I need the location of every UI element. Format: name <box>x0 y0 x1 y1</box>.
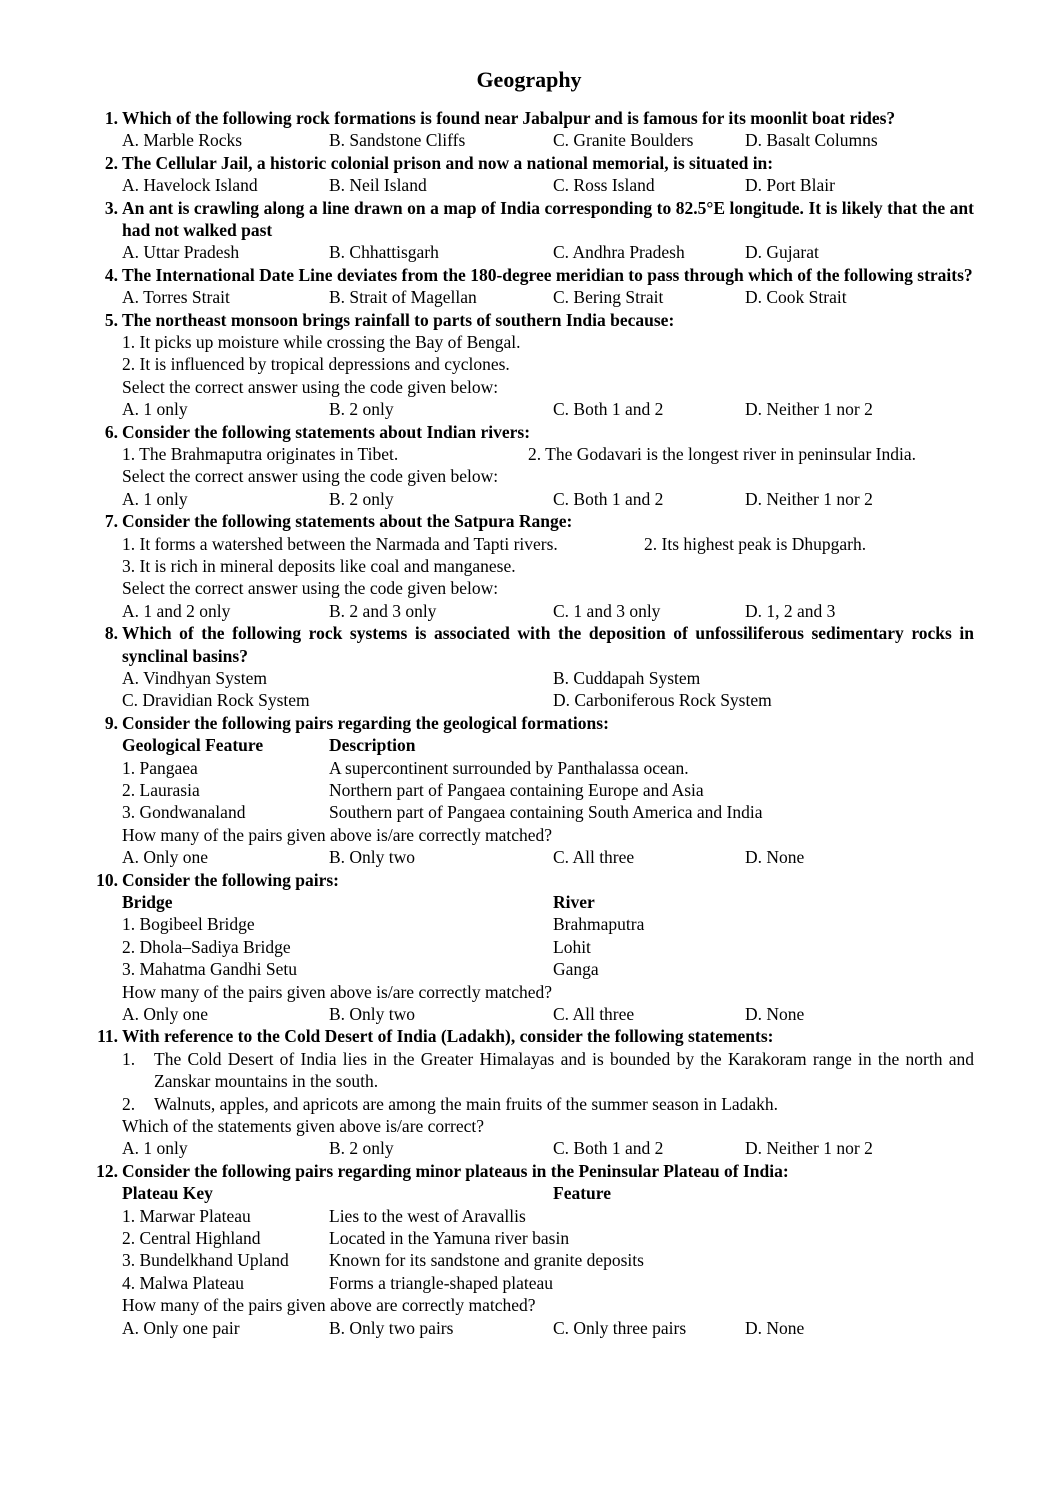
options-row <box>122 600 974 622</box>
statement-1: 1. The Brahmaputra originates in Tibet. <box>122 444 399 465</box>
column-header: Feature <box>553 1183 611 1204</box>
pairs-header <box>122 891 974 913</box>
instruction-line: Select the correct answer using the code given below: <box>122 578 499 599</box>
instruction-line: Select the correct answer using the code given below: <box>122 376 499 397</box>
option-d: D. Neither 1 nor 2 <box>745 399 873 420</box>
question-stem: Which of the following rock systems is associated with the deposition of unfossiliferous sedimentary rocks in synclinal basins? <box>122 623 974 666</box>
question-number: 8. <box>104 623 118 644</box>
question-12 <box>84 1160 974 1339</box>
pair-item: 2. Central Highland <box>122 1227 261 1248</box>
option-b: B. 2 only <box>329 1138 394 1159</box>
question-8 <box>84 622 974 712</box>
option-c: C. Both 1 and 2 <box>553 1138 664 1159</box>
pair-match: Brahmaputra <box>553 914 645 935</box>
question-4 <box>84 264 974 309</box>
option-a: A. Uttar Pradesh <box>122 242 240 263</box>
options-row <box>122 846 974 868</box>
pair-item: 2. Laurasia <box>122 779 200 800</box>
option-d: D. Neither 1 nor 2 <box>745 1138 873 1159</box>
pair-match: Forms a triangle-shaped plateau <box>329 1272 554 1293</box>
question-prompt: How many of the pairs given above is/are correctly matched? <box>122 824 553 845</box>
pair-item: 1. Marwar Plateau <box>122 1205 251 1226</box>
pair-match: Ganga <box>553 959 599 980</box>
options-row <box>122 241 974 263</box>
question-6 <box>84 421 974 511</box>
options-row <box>122 689 974 711</box>
pair-match: Southern part of Pangaea containing South America and India <box>329 802 763 823</box>
question-stem: The northeast monsoon brings rainfall to parts of southern India because: <box>122 309 675 330</box>
options-row <box>122 174 974 196</box>
page-title: Geography <box>476 67 582 92</box>
option-c: C. All three <box>553 847 635 868</box>
statement-2 <box>122 1093 974 1115</box>
pair-match: Lohit <box>553 936 591 957</box>
option-c: C. Only three pairs <box>553 1317 687 1338</box>
option-b: B. Sandstone Cliffs <box>329 130 466 151</box>
question-number: 11. <box>97 1026 118 1047</box>
question-number: 12. <box>96 1160 118 1181</box>
option-d: D. Gujarat <box>745 242 819 263</box>
option-d: D. 1, 2 and 3 <box>745 600 836 621</box>
option-b: B. 2 only <box>329 488 394 509</box>
pair-row <box>122 757 974 779</box>
question-number: 10. <box>96 869 118 890</box>
pair-item: 2. Dhola–Sadiya Bridge <box>122 936 291 957</box>
option-a: A. Only one <box>122 847 209 868</box>
question-number: 7. <box>104 511 118 532</box>
option-c: C. Both 1 and 2 <box>553 488 664 509</box>
option-a: A. 1 only <box>122 1138 188 1159</box>
question-stem: Consider the following pairs: <box>122 869 339 890</box>
pair-row <box>122 779 974 801</box>
statement-row <box>122 533 974 555</box>
option-b: B. Neil Island <box>329 175 427 196</box>
question-number: 6. <box>104 421 118 442</box>
statement-text: Walnuts, apples, and apricots are among the main fruits of the summer season in Ladakh. <box>154 1093 779 1114</box>
option-b: B. 2 only <box>329 399 394 420</box>
option-c: C. Both 1 and 2 <box>553 399 664 420</box>
question-number: 5. <box>104 309 118 330</box>
option-c: C. Bering Strait <box>553 287 664 308</box>
question-2 <box>84 152 974 197</box>
question-stem: The International Date Line deviates from the 180-degree meridian to pass through which of the following straits? <box>122 264 973 285</box>
question-prompt: How many of the pairs given above are correctly matched? <box>122 1295 536 1316</box>
option-c: C. Andhra Pradesh <box>553 242 685 263</box>
option-b: B. 2 and 3 only <box>329 600 437 621</box>
option-a: A. 1 and 2 only <box>122 600 231 621</box>
option-d: D. None <box>745 847 805 868</box>
question-3 <box>84 197 974 264</box>
options-row <box>122 1003 974 1025</box>
options-row <box>122 667 974 689</box>
option-a: A. Havelock Island <box>122 175 258 196</box>
option-c: C. Granite Boulders <box>553 130 694 151</box>
statement-row <box>122 443 974 465</box>
pair-item: 4. Malwa Plateau <box>122 1272 244 1293</box>
column-header: Bridge <box>122 891 173 912</box>
pair-row <box>122 1272 974 1294</box>
question-stem: Consider the following statements about Indian rivers: <box>122 421 531 442</box>
options-row <box>122 286 974 308</box>
pair-item: 1. Pangaea <box>122 757 198 778</box>
statement-number: 1. <box>122 1048 136 1069</box>
option-b: B. Strait of Magellan <box>329 287 477 308</box>
options-row <box>122 129 974 151</box>
option-d: D. Cook Strait <box>745 287 847 308</box>
question-stem: Consider the following pairs regarding minor plateaus in the Peninsular Plateau of India: <box>122 1160 789 1181</box>
pairs-header <box>122 734 974 756</box>
question-number: 9. <box>104 712 118 733</box>
option-a: A. Vindhyan System <box>122 668 267 689</box>
question-11 <box>84 1025 974 1159</box>
question-stem: An ant is crawling along a line drawn on a map of India corresponding to 82.5°E longitude. It is likely that the ant had not walked past <box>122 197 974 240</box>
pair-item: 1. Bogibeel Bridge <box>122 914 255 935</box>
question-stem: Which of the following rock formations is found near Jabalpur and is famous for its moonlit boat rides? <box>122 108 896 128</box>
pair-match: Northern part of Pangaea containing Europe and Asia <box>329 779 704 800</box>
pairs-header <box>122 1182 974 1204</box>
option-d: D. Neither 1 nor 2 <box>745 488 873 509</box>
question-number: 1. <box>104 108 118 128</box>
option-a: A. Only one <box>122 1003 209 1024</box>
pair-row <box>122 958 974 980</box>
option-d: D. None <box>745 1317 805 1338</box>
option-b: B. Cuddapah System <box>553 668 701 689</box>
options-row <box>122 488 974 510</box>
option-c: C. All three <box>553 1003 635 1024</box>
options-row <box>122 1317 974 1339</box>
statement-line: 1. It picks up moisture while crossing the Bay of Bengal. <box>122 332 521 352</box>
options-row <box>122 1137 974 1159</box>
question-stem: With reference to the Cold Desert of India (Ladakh), consider the following statements: <box>122 1026 774 1047</box>
question-number: 4. <box>104 264 118 285</box>
question-5 <box>84 309 974 421</box>
option-a: A. 1 only <box>122 399 188 420</box>
options-row <box>122 398 974 420</box>
statement-1: 1. It forms a watershed between the Narmada and Tapti rivers. <box>122 533 558 554</box>
question-prompt: Which of the statements given above is/are correct? <box>122 1115 484 1136</box>
option-d: D. None <box>745 1003 805 1024</box>
pair-match: Located in the Yamuna river basin <box>329 1227 570 1248</box>
question-stem: Consider the following pairs regarding the geological formations: <box>122 712 609 733</box>
question-1 <box>84 107 974 152</box>
column-header: River <box>553 891 595 912</box>
option-a: A. Torres Strait <box>122 287 230 308</box>
statement-2: 2. Its highest peak is Dhupgarh. <box>644 533 867 554</box>
question-10 <box>84 869 974 1026</box>
option-c: C. Ross Island <box>553 175 655 196</box>
column-header: Geological Feature <box>122 735 264 756</box>
option-d: D. Port Blair <box>745 175 835 196</box>
pair-row <box>122 1205 974 1227</box>
question-7 <box>84 510 974 622</box>
statement-2: 2. The Godavari is the longest river in peninsular India. <box>528 444 916 465</box>
option-a: A. Only one pair <box>122 1317 240 1338</box>
option-c: C. 1 and 3 only <box>553 600 661 621</box>
option-d: D. Carboniferous Rock System <box>553 690 772 711</box>
question-number: 3. <box>104 197 118 218</box>
statement-text: The Cold Desert of India lies in the Greater Himalayas and is bounded by the Karakoram range in the north and Zanskar mountains in the south. <box>154 1048 974 1092</box>
option-b: B. Chhattisgarh <box>329 242 439 263</box>
pair-item: 3. Gondwanaland <box>122 802 246 823</box>
option-a: A. 1 only <box>122 488 188 509</box>
pair-row <box>122 1249 974 1271</box>
pair-row <box>122 1227 974 1249</box>
pair-match: Lies to the west of Aravallis <box>329 1205 526 1226</box>
question-stem: The Cellular Jail, a historic colonial prison and now a national memorial, is situated in: <box>122 152 774 173</box>
instruction-line: Select the correct answer using the code given below: <box>122 466 499 487</box>
statement-1 <box>122 1048 974 1093</box>
pair-match: Known for its sandstone and granite deposits <box>329 1250 644 1271</box>
pair-row <box>122 936 974 958</box>
question-9 <box>84 712 974 869</box>
pair-row <box>122 913 974 935</box>
pair-row <box>122 801 974 823</box>
column-header: Plateau Key <box>122 1183 213 1204</box>
option-d: D. Basalt Columns <box>745 130 878 151</box>
column-header: Description <box>329 735 416 756</box>
pair-item: 3. Mahatma Gandhi Setu <box>122 959 297 980</box>
question-stem: Consider the following statements about the Satpura Range: <box>122 511 573 532</box>
question-number: 2. <box>104 152 118 173</box>
question-prompt: How many of the pairs given above is/are correctly matched? <box>122 981 553 1002</box>
option-a: A. Marble Rocks <box>122 130 243 151</box>
statement-line: 2. It is influenced by tropical depressions and cyclones. <box>122 354 510 375</box>
option-c: C. Dravidian Rock System <box>122 690 310 711</box>
option-b: B. Only two pairs <box>329 1317 454 1338</box>
statement-line: 3. It is rich in mineral deposits like coal and manganese. <box>122 556 516 576</box>
option-b: B. Only two <box>329 847 416 868</box>
pair-match: A supercontinent surrounded by Panthalassa ocean. <box>329 757 689 778</box>
option-b: B. Only two <box>329 1003 416 1024</box>
statement-number: 2. <box>122 1093 136 1114</box>
pair-item: 3. Bundelkhand Upland <box>122 1250 289 1271</box>
question-list <box>84 107 974 1339</box>
